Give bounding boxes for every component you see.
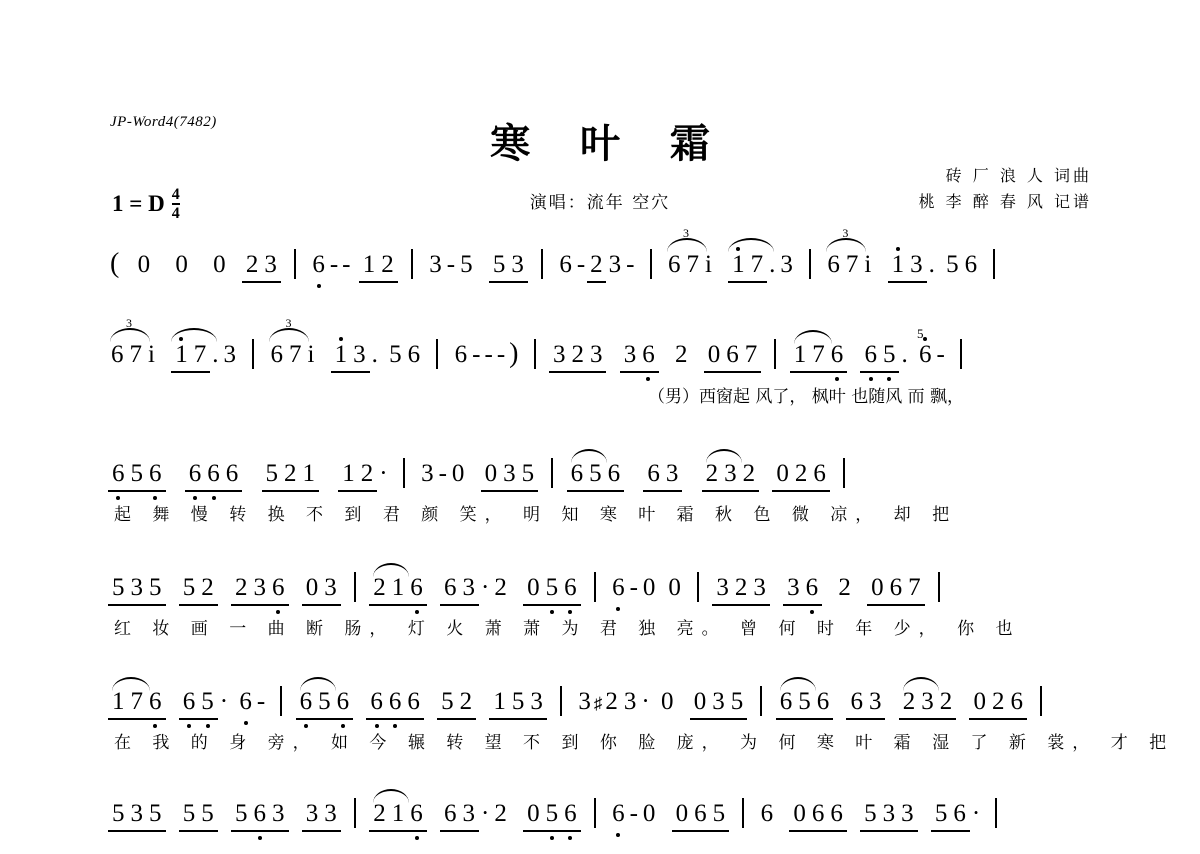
- score-row: [108, 226, 1088, 304]
- notation-line: 5 3 5 5 2 2 3 6 0 3 2 1 6 6 3 · 2 0 5 6 6 - 0 0 3 2 3 3 6 2 0 6 7: [108, 572, 1088, 612]
- score-row: [108, 316, 1088, 407]
- notation-line: 5 3 5 5 5 5 6 3 3 3 2 1 6 6 3 · 2 0 5 6 6 - 0 0 6 5 6 0 6 6 5 3 3 5 6 ·: [108, 798, 1088, 838]
- key-label: 1 = D: [112, 190, 165, 216]
- notation-line: 6 5 6 6 6 6 5 2 1 1 2 · 3 - 0 0 3 5 6 5 6 6 3 2 3 2 0 2 6: [108, 458, 1088, 498]
- credit-transcriber: 桃 李 醉 春 风 记谱: [918, 192, 1092, 211]
- document-id: JP-Word4(7482): [110, 114, 217, 130]
- time-signature-denominator: 4: [171, 205, 180, 222]
- page-title: 寒 叶 霜: [490, 121, 728, 167]
- time-signature-numerator: 4: [171, 186, 180, 203]
- lyrics-line: 红 妆 画 一 曲 断 肠， 灯 火 萧 萧 为 君 独 亮。 曾 何 时 年 少， 你 也: [114, 619, 1021, 639]
- notation-line: 1 7 6 6 5 · 6 - 6 5 6 6 6 6 5 2 1 5 3 3 ♯ 2 3 · 0 0 3 5 6 5 6 6 3 2 3 2 0 2 6: [108, 686, 1088, 726]
- lyrics-line: 起 舞 慢 转 换 不 到 君 颜 笑， 明 知 寒 叶 霜 秋 色 微 凉， 却 把: [114, 505, 958, 525]
- lyrics-line: （男）西窗起 风了， 枫叶 也随风 而 飘，: [648, 387, 965, 407]
- score-row: [108, 458, 1088, 525]
- score-row: [108, 572, 1088, 639]
- notation-line: ( 0 0 0 2 3 6 - - 1 2 3 - 5 5 3 6 - 2 3 - 3 6 7 i 1 7 . 3 3 6 7 i 1 3 . 5 6: [108, 248, 1088, 288]
- singer-line: 演唱：流年 空穴: [529, 193, 671, 213]
- time-signature: [172, 187, 180, 222]
- credit-lyricist: 砖 厂 浪 人 词曲: [945, 166, 1092, 185]
- notation-line: 3 6 7 i 1 7 . 3 3 6 7 i 1 3 . 5 6 6 - - - ) 3 2 3 3 6 2 0 6 7 1 7 6 6 5 . 5 6 -: [108, 338, 1088, 378]
- score-row: [108, 798, 1088, 854]
- lyrics-line: 在 我 的 身 旁， 如 今 辗 转 望 不 到 你 脸 庞， 为 何 寒 叶 霜 湿 了 新 裳， 才 把: [114, 733, 1175, 753]
- key-signature: [112, 186, 180, 221]
- score-row: [108, 686, 1175, 753]
